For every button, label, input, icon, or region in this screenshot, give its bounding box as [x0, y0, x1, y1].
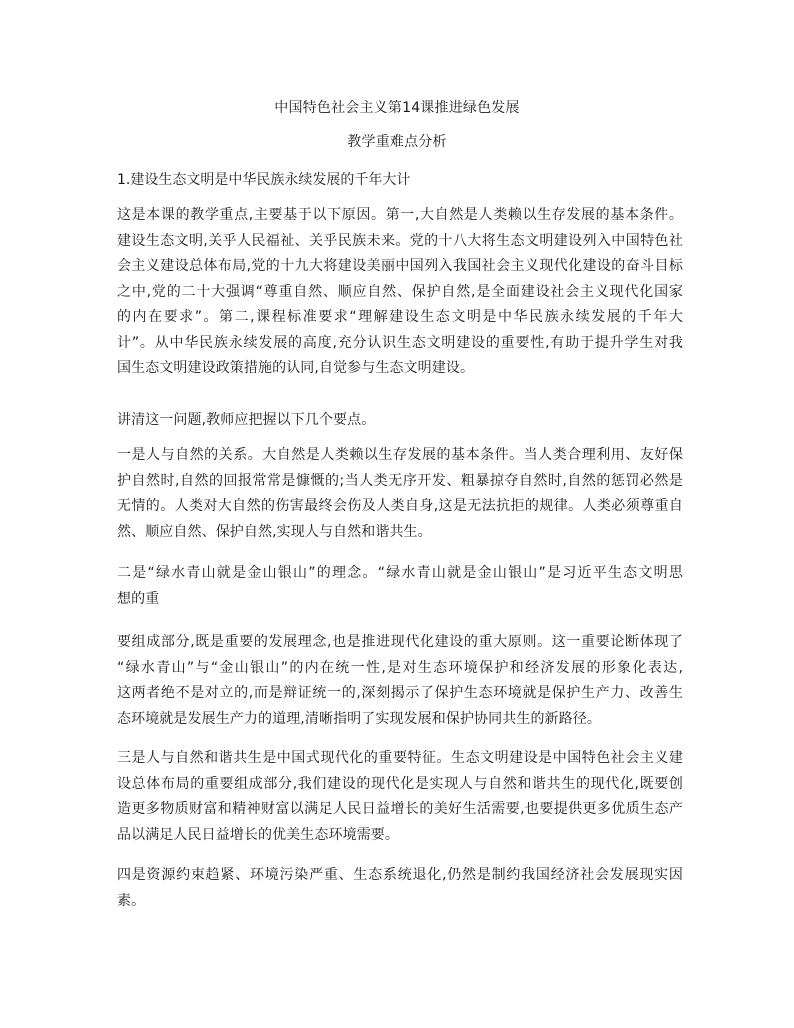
paragraph-line: 造更多物质财富和精神财富以满足人民日益增长的美好生活需要,也要提供更多优质生态产 [117, 801, 683, 817]
paragraph-line: 素。 [117, 892, 146, 909]
paragraph-1 [117, 203, 683, 382]
paragraph-line: 三是人与自然和谐共生是中国式现代化的重要特征。生态文明建设是中国特色社会主义建 [117, 750, 683, 766]
paragraph-line: 这是本课的教学重点,主要基于以下原因。第一,大自然是人类赖以生存发展的基本条件。 [117, 207, 683, 223]
paragraph-line: 设总体布局的重要组成部分,我们建设的现代化是实现人与自然和谐共生的现代化,既要创 [117, 775, 683, 792]
paragraph-7 [117, 863, 683, 914]
paragraph-line: 二是“绿水青山就是金山银山”的理念。“绿水青山就是金山银山”是习近平生态文明思 [117, 565, 683, 581]
paragraph-line: 建设生态文明,关乎人民福祉、关乎民族未来。党的十八大将生态文明建设列入中国特色社 [117, 232, 683, 249]
paragraph-5 [117, 630, 683, 732]
paragraph-line: 一是人与自然的关系。大自然是人类赖以生存发展的基本条件。当人类合理利用、友好保 [117, 447, 683, 463]
section-heading: 1.建设生态文明是中华民族永续发展的千年大计 [117, 172, 411, 188]
paragraph-line: 无情的。人类对大自然的伤害最终会伤及人类自身,这是无法抗拒的规律。人类必须尊重自 [117, 498, 683, 514]
paragraph-line: 计”。从中华民族永续发展的高度,充分认识生态文明建设的重要性,有助于提升学生对我 [117, 334, 683, 351]
paragraph-line: “绿水青山”与“金山银山”的内在统一性,是对生态环境保护和经济发展的形象化表达, [117, 659, 683, 676]
paragraph-line: 想的重 [117, 590, 160, 607]
paragraph-line: 要组成部分,既是重要的发展理念,也是推进现代化建设的重大原则。这一重要论断体现了 [117, 634, 683, 650]
paragraph-line: 态环境就是发展生产力的道理,清晰指明了实现发展和保护协同共生的新路径。 [117, 710, 601, 727]
paragraph-line: 品以满足人民日益增长的优美生态环境需要。 [117, 826, 399, 843]
paragraph-line: 护自然时,自然的回报常常是慷慨的;当人类无序开发、粗暴掠夺自然时,自然的惩罚必然是 [117, 472, 683, 489]
paragraph-line: 四是资源约束趋紧、环境污染严重、生态系统退化,仍然是制约我国经济社会发展现实因 [117, 867, 683, 883]
document-title: 中国特色社会主义第14课推进绿色发展 [274, 100, 520, 116]
paragraph-2 [117, 408, 683, 434]
paragraph-line: 的内在要求”。第二,课程标准要求“理解建设生态文明是中华民族永续发展的千年大 [117, 309, 683, 325]
document-subtitle: 教学重难点分析 [347, 134, 447, 150]
paragraph-4 [117, 561, 683, 612]
paragraph-line: 会主义建设总体布局,党的十九大将建设美丽中国列入我国社会主义现代化建设的奋斗目标 [117, 258, 683, 274]
paragraph-line: 之中,党的二十大强调“尊重自然、顺应自然、保护自然,是全面建设社会主义现代化国家 [117, 283, 683, 300]
paragraph-line: 国生态文明建设政策措施的认同,自觉参与生态文明建设。 [117, 360, 475, 376]
paragraph-line: 讲清这一问题,教师应把握以下几个要点。 [117, 412, 376, 428]
paragraph-line: 这两者绝不是对立的,而是辩证统一的,深刻揭示了保护生态环境就是保护生产力、改善生 [117, 685, 683, 701]
paragraph-3 [117, 443, 683, 545]
paragraph-6 [117, 746, 683, 848]
paragraph-line: 然、顺应自然、保护自然,实现人与自然和谐共生。 [117, 523, 432, 540]
